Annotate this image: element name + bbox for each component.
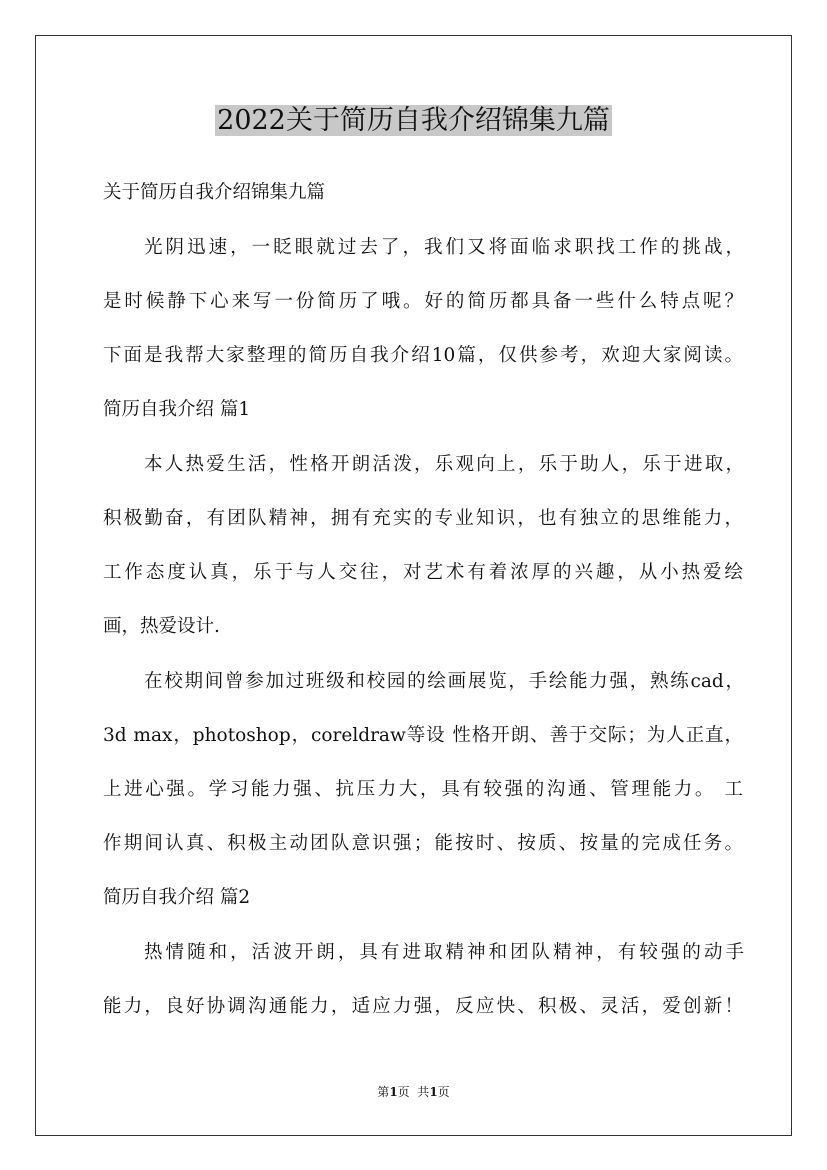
paragraph-line: 3d max，photoshop，coreldraw等设 性格开朗、善于交际；为人正直， (103, 725, 743, 746)
paragraph-line: 能力，良好协调沟通能力，适应力强，反应快、积极、灵活，爱创新！ (103, 996, 743, 1017)
paragraph-line: 画，热爱设计. (103, 616, 220, 637)
paragraph-line: 工作态度认真，乐于与人交往，对艺术有着浓厚的兴趣，从小热爱绘 (103, 562, 743, 583)
document-title (0, 100, 827, 142)
subtitle-line: 关于简历自我介绍锦集九篇 (103, 182, 326, 203)
paragraph-line: 作期间认真、积极主动团队意识强；能按时、按质、按量的完成任务。 (103, 833, 743, 854)
paragraph-line: 上进心强。学习能力强、抗压力大，具有较强的沟通、管理能力。 工 (103, 779, 743, 800)
paragraph-line: 在校期间曾参加过班级和校园的绘画展览，手绘能力强，熟练cad， (144, 671, 744, 692)
section-heading: 简历自我介绍 篇2 (103, 887, 251, 908)
footer-page-current: 1 (389, 1085, 398, 1099)
document-title-text: 2022关于简历自我介绍锦集九篇 (217, 105, 610, 136)
page-footer (0, 1084, 827, 1100)
paragraph-line: 本人热爱生活，性格开朗活泼，乐观向上，乐于助人，乐于进取， (144, 454, 744, 475)
paragraph-line: 热情随和，活波开朗，具有进取精神和团队精神，有较强的动手 (144, 942, 744, 963)
paragraph-line: 光阴迅速，一眨眼就过去了，我们又将面临求职找工作的挑战， (144, 237, 744, 258)
paragraph-line: 是时候静下心来写一份简历了哦。好的简历都具备一些什么特点呢？ (103, 291, 743, 312)
footer-page-mid: 页 共 (397, 1085, 430, 1099)
section-heading: 简历自我介绍 篇1 (103, 399, 251, 420)
paragraph-line: 下面是我帮大家整理的简历自我介绍10篇，仅供参考，欢迎大家阅读。 (103, 345, 743, 366)
paragraph-line: 积极勤奋，有团队精神，拥有充实的专业知识，也有独立的思维能力， (103, 508, 743, 529)
footer-page-suffix: 页 (437, 1085, 450, 1099)
footer-page-total: 1 (429, 1085, 438, 1099)
footer-page-prefix: 第 (377, 1085, 390, 1099)
